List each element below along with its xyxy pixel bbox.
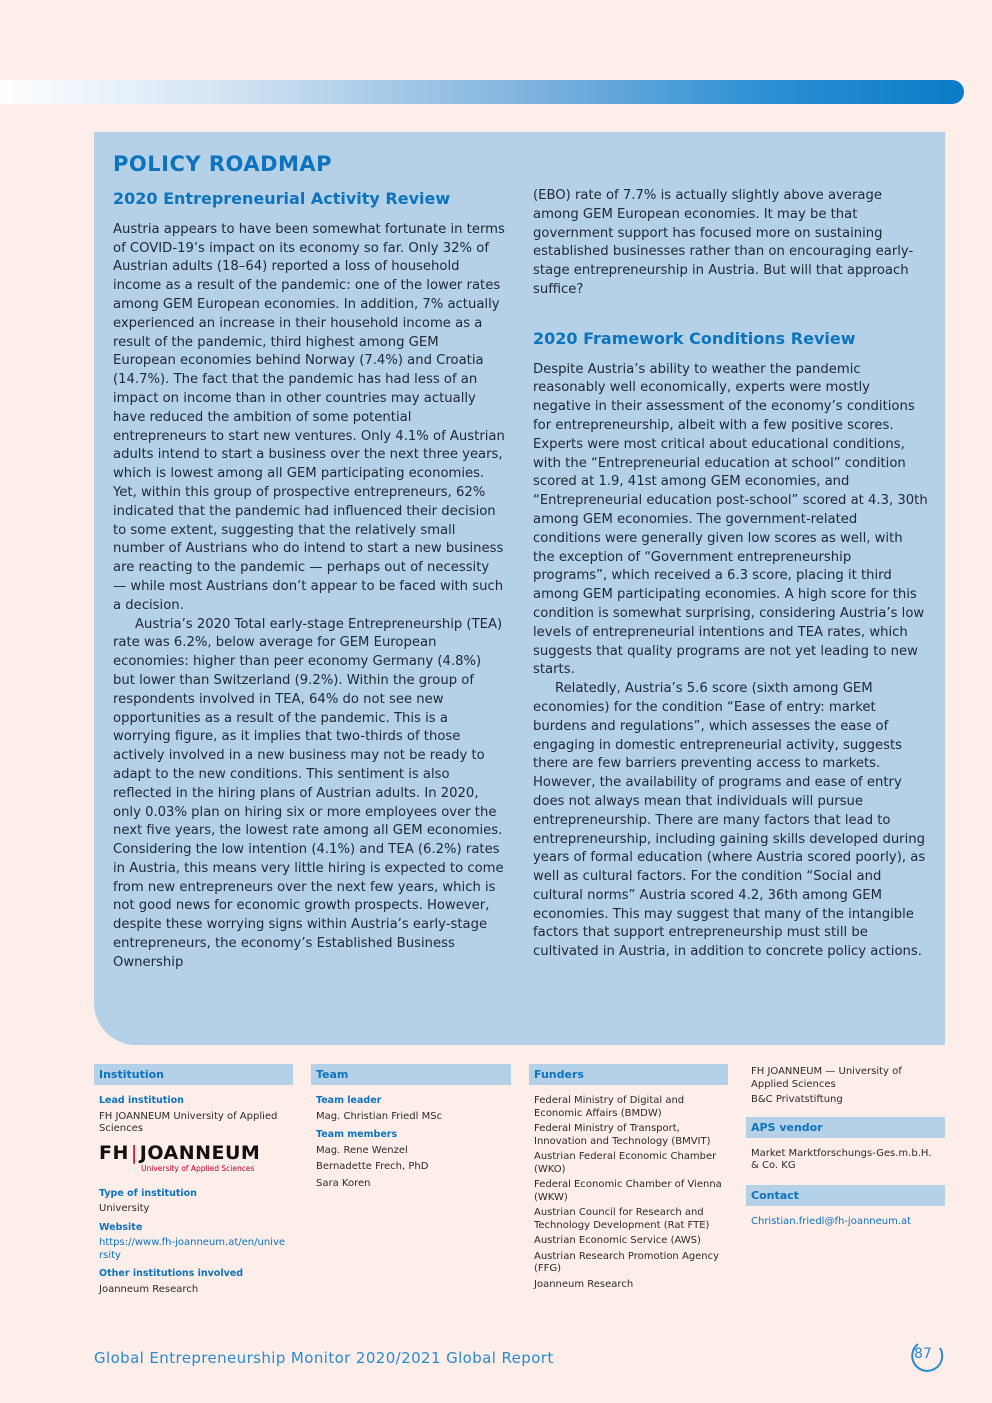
funders-header: Funders	[529, 1064, 728, 1085]
team-members-label: Team members	[316, 1129, 398, 1140]
framework-paragraph-1: Despite Austria’s ability to weather the pandemic reasonably well economically, experts were mostly negative in their assessment of the economy’s conditions for entrepreneurship, albeit with a few positive scores. Experts were most critical about educational conditions, with the “Entrepreneurial education at school” condition scored at 1.9, 41st among GEM economies, and “Entrepreneurial education post-school” scored at 4.3, 30th among GEM economies. The government-related conditions were generally given low scores as well, with the exception of “Government entrepreneurship programs”, which received a 6.3 score, placing it third among GEM participating economies. A high score for this condition is somewhat surprising, considering Austria’s low levels of entrepreneurial intentions and TEA rates, which suggests that quality programs are not yet leading to new starts.	[533, 361, 928, 678]
funder-item: Federal Economic Chamber of Vienna (WKW)	[534, 1179, 722, 1203]
fh-joanneum-logo	[99, 1142, 259, 1182]
contact-email-link[interactable]: Christian.friedl@fh-joanneum.at	[751, 1215, 912, 1227]
aps-vendor-header: APS vendor	[746, 1117, 945, 1138]
logo-text-joanneum: JOANNEUM	[139, 1141, 261, 1164]
funder-item: FH JOANNEUM — University of Applied Sciences	[751, 1066, 902, 1090]
funder-item: Austrian Council for Research and Technology Development (Rat FTE)	[534, 1207, 710, 1231]
funder-item: B&C Privatstiftung	[751, 1094, 843, 1105]
team-member: Bernadette Frech, PhD	[316, 1161, 429, 1172]
funder-item: Austrian Federal Economic Chamber (WKO)	[534, 1151, 717, 1175]
aps-vendor-value: Market Marktforschungs-Ges.m.b.H. & Co. KG	[751, 1147, 932, 1171]
policy-roadmap-panel	[94, 132, 945, 1045]
funder-item: Federal Ministry of Digital and Economic Affairs (BMDW)	[534, 1095, 685, 1119]
team-member: Mag. Rene Wenzel	[316, 1144, 408, 1156]
activity-paragraph-1: Austria appears to have been somewhat fortunate in terms of COVID-19’s impact on its economy so far. Only 32% of Austrian adults (18–64) reported a loss of household income as a result of the pandemic: one of the lower rates among GEM European economies. In addition, 7% actually experienced an increase in their household income as a result of the pandemic, third highest among GEM European economies behind Norway (7.4%) and Croatia (14.7%). The fact that the pandemic has had less of an impact on income than in other countries may actually have reduced the ambition of some potential entrepreneurs to start new ventures. Only 4.1% of Austrian adults intend to start a business over the next three years, which is lowest among all GEM participating economies. Yet, within this group of prospective entrepreneurs, 62% indicated that the pandemic had influenced their decision to some extent, suggesting that the relatively small number of Austrians who do intend to start a new business are reacting to the pandemic — perhaps out of necessity — while most Austrians don’t appear to be faced with such a decision.	[113, 221, 505, 613]
other-institutions-value: Joanneum Research	[99, 1283, 199, 1295]
type-of-institution-value: University	[99, 1203, 150, 1214]
lead-institution-label: Lead institution	[99, 1095, 184, 1106]
report-footer-title: Global Entrepreneurship Monitor 2020/2021 Global Report	[94, 1349, 554, 1367]
funder-item: Austrian Economic Service (AWS)	[534, 1235, 701, 1246]
website-link[interactable]: https://www.fh-joanneum.at/en/university	[99, 1237, 286, 1261]
website-label: Website	[99, 1221, 143, 1233]
left-column	[113, 190, 505, 973]
panel-title: POLICY ROADMAP	[113, 152, 333, 176]
activity-review-heading: 2020 Entrepreneurial Activity Review	[113, 189, 451, 208]
logo-separator: |	[130, 1141, 138, 1164]
extra-column	[746, 1066, 945, 1232]
type-of-institution-label: Type of institution	[99, 1187, 197, 1199]
team-column	[311, 1064, 511, 1194]
page-number: 87	[914, 1346, 932, 1362]
funder-item: Austrian Research Promotion Agency (FFG)	[534, 1250, 720, 1274]
lead-institution-value: FH JOANNEUM University of Applied Sciences	[99, 1110, 278, 1134]
institution-header: Institution	[94, 1064, 293, 1085]
team-leader-label: Team leader	[316, 1095, 382, 1106]
logo-text-fh: FH	[99, 1141, 129, 1164]
activity-paragraph-continued: (EBO) rate of 7.7% is actually slightly above average among GEM European economies. It may be that government support has focused more on sustaining established businesses rather than on encouraging early-stage entrepreneurship in Austria. But will that approach suffice?	[533, 188, 914, 297]
funder-item: Joanneum Research	[534, 1278, 634, 1290]
logo-subtitle: University of Applied Sciences	[141, 1163, 255, 1173]
team-leader-value: Mag. Christian Friedl MSc	[316, 1110, 443, 1122]
activity-paragraph-2: Austria’s 2020 Total early-stage Entrepreneurship (TEA) rate was 6.2%, below average for GEM European economies: higher than peer economy Germany (4.8%) but lower than Switzerland (9.2%). Within the group of respondents involved in TEA, 64% do not see new opportunities as a result of the pandemic. This is a worrying figure, as it implies that two-thirds of those actively involved in a new business may not be ready to adapt to the new conditions. This sentiment is also reflected in the hiring plans of Austrian adults. In 2020, only 0.03% plan on hiring six or more employees over the next five years, the lowest rate among all GEM economies. Considering the low intention (4.1%) and TEA (6.2%) rates in Austria, this means very little hiring is expected to come from new entrepreneurs over the next few years, which is not good news for economic growth prospects. However, despite these worrying signs within Austria’s early-stage entrepreneurs, the economy’s Established Business Ownership	[113, 616, 504, 970]
team-member: Sara Koren	[316, 1177, 371, 1189]
framework-paragraph-2: Relatedly, Austria’s 5.6 score (sixth among GEM economies) for the condition “Ease of entry: market burdens and regulations”, which assesses the ease of engaging in domestic entrepreneurial activity, suggests there are few barriers preventing access to markets. However, the availability of programs and ease of entry does not always mean that individuals will pursue entrepreneurship. There are many factors that lead to entrepreneurship, including gaining skills developed during years of formal education (where Austria scored poorly), as well as cultural factors. For the condition “Social and cultural norms” Austria scored 4.2, 36th among GEM economies. This may suggest that many of the intangible factors that support entrepreneurship must still be cultivated in Austria, in addition to concrete policy actions.	[533, 681, 926, 960]
institution-column	[94, 1064, 293, 1300]
framework-review-heading: 2020 Framework Conditions Review	[533, 328, 856, 348]
funders-column	[529, 1064, 728, 1294]
page-number-badge	[906, 1338, 946, 1374]
contact-header: Contact	[746, 1185, 945, 1206]
right-column	[533, 187, 928, 962]
other-institutions-label: Other institutions involved	[99, 1268, 244, 1279]
team-header: Team	[311, 1064, 511, 1085]
top-gradient-bar	[0, 80, 964, 104]
funder-item: Federal Ministry of Transport, Innovation and Technology (BMVIT)	[534, 1123, 711, 1147]
